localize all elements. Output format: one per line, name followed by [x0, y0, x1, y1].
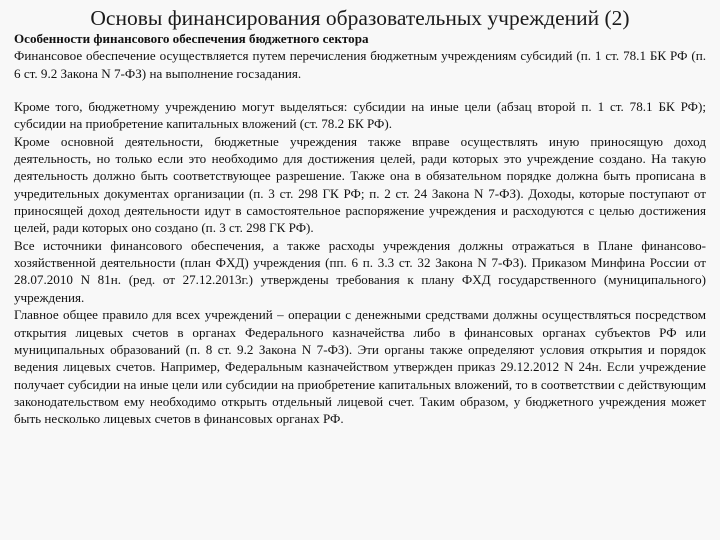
section-subtitle: Особенности финансового обеспечения бюджетного сектора — [14, 31, 369, 46]
slide-content — [14, 30, 706, 428]
paragraph-income-activity: Кроме основной деятельности, бюджетные учреждения также вправе осуществлять иную приносящую доход деятельность, но только если это необходимо для достижения целей, ради которых это учреждение создано. На такую деятельность должно быть соответствующее разрешение. Также она в обязательном порядке должна быть прописана в учредительных документах организации (п. 3 ст. 298 ГК РФ; п. 2 ст. 24 Закона N 7-ФЗ). Доходы, которые поступают от приносящей доход деятельности идут в самостоятельное распоряжение учреждения и расходуются с целью достижения целей, ради которых оно создано (п. 3 ст. 298 ГК РФ). — [14, 133, 706, 236]
paragraph-gap — [14, 82, 706, 98]
paragraph-financing: Финансовое обеспечение осуществляется путем перечисления бюджетным учреждениям субсидий (п. 1 ст. 78.1 БК РФ (п. 6 ст. 9.2 Закона N 7-ФЗ) на выполнение госзадания. — [14, 48, 706, 81]
paragraph-accounts: Главное общее правило для всех учреждений – операции с денежными средствами должны осуществляться посредством открытия лицевых счетов в органах Федерального казначейства либо в финансовых органах субъектов РФ или муниципальных образований (п. 8 ст. 9.2 Закона N 7-ФЗ). Эти органы также определяют условия открытия и порядок ведения лицевых счетов. Например, Федеральным казначейством утвержден приказ 29.12.2012 N 24н. Если учреждение получает субсидии на иные цели или субсидии на приобретение капитальных вложений, то в соответствии с действующим законодательством ему необходимо открыть отдельный лицевой счет. Таким образом, у бюджетного учреждения может быть несколько лицевых счетов в финансовых органах РФ. — [14, 307, 706, 427]
slide-title: Основы финансирования образовательных учреждений (2) — [90, 6, 630, 30]
paragraph-fhd-plan: Все источники финансового обеспечения, а также расходы учреждения должны отражаться в Плане финансово-хозяйственной деятельности (план ФХД) учреждения (пп. 6 п. 3.3 ст. 32 Закона N 7-ФЗ). Приказом Минфина России от 28.07.2010 N 81н. (ред. от 27.12.2013г.) утверждены требования к плану ФХД государственного (муниципального) учреждения. — [14, 237, 706, 305]
paragraph-subsidies: Кроме того, бюджетному учреждению могут выделяться: субсидии на иные цели (абзац второй п. 1 ст. 78.1 БК РФ); субсидии на приобретение капитальных вложений (ст. 78.2 БК РФ). — [14, 99, 706, 132]
